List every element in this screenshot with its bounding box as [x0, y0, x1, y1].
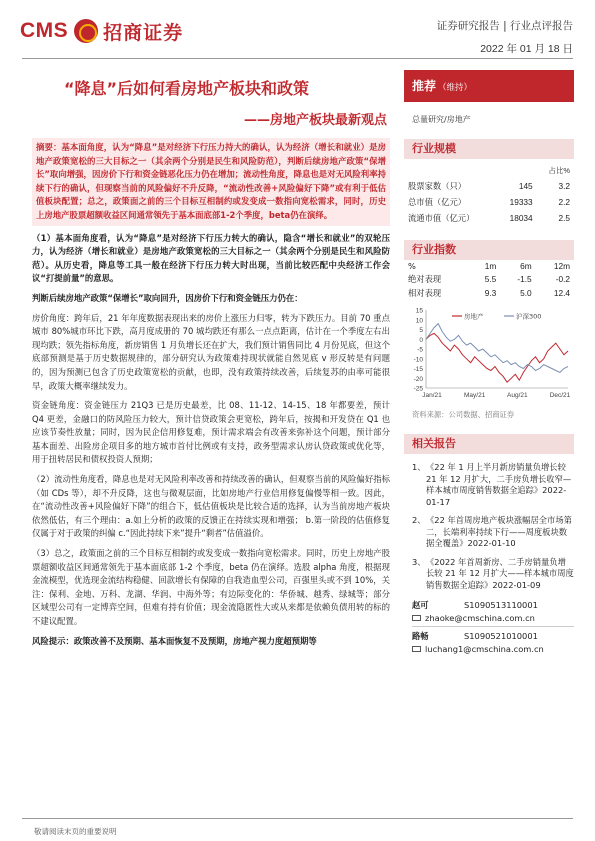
paragraph-5: （2）流动性角度看，降息也是对无风险利率改善和持续改善的确认，但观察当前的风险偏好指标（如 CDs 等），却不升反降，这也与微观层面，比如房地产行业信用修复偏慢等相一致。因此，在“流动性改善+风险偏好下降”的组合下，低估值板块是比较合适的选择，认为当前房地产板块依然低估，有三个理由：a.如上分析的政策的反馈正在持续实现和增强； b.第一阶段的估值修复仅属于对于政策的纠偏 c.“因此持续下来”提升“剩者”估值溢价。 [32, 474, 390, 539]
industry-scale-table [404, 159, 574, 226]
related-report-number: 1、 [412, 462, 426, 472]
scale-pct: 2.2 [558, 197, 570, 207]
table-row [404, 272, 574, 286]
scale-col-header: 占比% [548, 166, 570, 175]
perf-label: 绝对表现 [408, 274, 442, 284]
rating-tag [404, 70, 574, 102]
scale-label: 流通市值（亿元） [408, 213, 475, 223]
related-reports-section [404, 434, 574, 591]
perf-value: 5.5 [484, 274, 497, 284]
y-tick-label: -20 [413, 375, 423, 383]
scale-value: 145 [518, 181, 533, 191]
author-name: 赵可 [412, 599, 429, 610]
rating-label: 推荐 [412, 79, 437, 93]
perf-value: -0.2 [555, 274, 570, 284]
author-email[interactable]: luchang1@cmschina.com.cn [425, 643, 544, 654]
related-report-text: 《22 年 1 月上半月新房销量负增长较 21 年 12 月扩大，二手房负增长收窄—样本城市周度销售数据全追踪》2022-01-17 [426, 462, 572, 507]
coverage-line: 总量研究/房地产 [412, 115, 471, 124]
scale-label: 股票家数（只） [408, 181, 467, 191]
risk-warning: 风险提示：政策改善不及预期、基本面恢复不及预期，房地产视力度超预期等 [32, 635, 317, 646]
related-report-number: 2、 [412, 515, 426, 525]
related-report-number: 3、 [412, 556, 426, 567]
table-row [404, 210, 574, 226]
author-name: 路畅 [412, 630, 429, 641]
col-header: 6m [520, 261, 532, 271]
cms-logo [20, 14, 183, 48]
y-tick-label: -5 [417, 346, 423, 354]
page-header [0, 0, 595, 62]
x-tick-label: Dec/21 [549, 392, 571, 399]
x-tick-label: Aug/21 [507, 392, 528, 399]
industry-index-section [404, 240, 574, 420]
paragraph-3: 房价角度：跨年后，21 年年度数据表现出来的房价上涨压力归零，转为下跌压力。目前 70 重点城市 80%城市环比下跌，高月度成册的 70 城均跌还有那么一点点距离，估计在一个季度左右出现均跌；领先指标角度，新房销售 1 月负增长还在扩大，我们预计销售同比 4 月份见底，但这个底部预测是基于历史数据规律的，部分研究认为政策难持现状就能自然见底 v 形反转是有问题的，因为预测已包含了历史政策宽松的贡献，也即，没有政策持续改善，后续复苏的由率可能很早，政策大概率继续发力。 [32, 312, 390, 391]
scale-value: 19333 [509, 197, 533, 207]
abstract-box: 摘要：基本面角度，认为“降息”是对经济下行压力持大的确认，认为经济（增长和就业）是房地产政策宽松的三大目标之一（其余两个分别是民生和风险防范），判断后续房地产政策“保增长”取向增强，因房价下行和资金链恶化压力仍在增加；流动性角度，降息也是对无风险利率持续下行的确认，但现察当前的风险偏好不升反降，“流动性改善+风险偏好下降”或有利于低估值板块配置；总之，政策面之前的三个目标互相制约或发变成一数指向宽松需求，同时，历史上房地产股票超额收益区间通常领先于基本面底部1-2个季度，beta仍在演绎。 [32, 138, 390, 226]
scale-pct: 2.5 [558, 213, 570, 223]
perf-label: 相对表现 [408, 288, 442, 298]
main-content [32, 138, 390, 648]
y-tick-label: 5 [419, 327, 423, 334]
chart-source: 资料来源：公司数据、招商证券 [412, 410, 515, 419]
perf-value: 12.4 [553, 288, 570, 298]
footer-divider [22, 818, 573, 819]
related-report-text: 《22 年首周房地产板块涨幅居全市场第二，长端利率持续下行——周度板块数据全覆盖》2022-01-10 [426, 515, 572, 548]
author-id: S1090521010001 [464, 630, 538, 641]
y-tick-label: -15 [413, 366, 423, 373]
logo-badge-icon [74, 19, 98, 43]
report-subtitle: ——房地产板块最新观点 [243, 113, 387, 128]
y-tick-label: 0 [419, 336, 423, 344]
perf-value: 5.0 [520, 288, 532, 298]
y-tick-label: 15 [415, 307, 423, 315]
authors-block [412, 598, 574, 655]
title-block [22, 70, 393, 136]
index-line-chart [404, 304, 574, 404]
industry-scale-title: 行业规模 [404, 139, 574, 159]
y-tick-label: -25 [413, 385, 423, 393]
industry-index-title: 行业指数 [404, 240, 574, 260]
index-chart [404, 304, 574, 408]
perf-value: 9.3 [484, 288, 497, 298]
col-header: 1m [484, 261, 497, 271]
report-title: “降息”后如何看房地产板块和政策 [64, 79, 310, 98]
related-reports-title: 相关报告 [404, 434, 574, 454]
series-line-real-estate [426, 333, 568, 382]
y-tick-label: 10 [415, 317, 423, 325]
industry-index-table [404, 260, 574, 300]
paragraph-4: 资金链角度：资金链压力 21Q3 已是历史最差，比 08、11-12、14-15、18 年都要差，预计 Q4 更差，金融口的防风险压力较大，预计信贷政策会更宽松，跨年后，按揭和开发贷在 Q1 也应该节奏性放量；同时，因为民企信用修复难，预计需求端会有改善来弥补这个问题，预计部分基本面差、出险房企项目多的地方城市首付比例或有支持，政务型需求认房认贷政策或优化等，用于扭转居民和债权投资人预期； [32, 400, 390, 465]
table-row [404, 178, 574, 194]
scale-value: 18034 [509, 213, 533, 223]
scale-pct: 3.2 [558, 181, 570, 191]
related-report-item[interactable] [412, 557, 574, 592]
perf-value: -1.5 [517, 274, 532, 284]
mail-icon [412, 646, 421, 652]
legend-label: 房地产 [464, 312, 484, 321]
table-header-row [404, 260, 574, 272]
logo-chinese: 招商证券 [103, 21, 184, 44]
x-tick-label: May/21 [464, 392, 486, 399]
paragraph-2: 判断后续房地产政策“保增长”取向回升，因房价下行和资金链压力仍在： [32, 292, 303, 303]
table-row [404, 286, 574, 300]
legend-label: 沪深300 [516, 312, 542, 321]
report-category: 证券研究报告 | 行业点评报告 [436, 20, 573, 32]
related-report-item[interactable] [412, 515, 574, 550]
report-date: 2022 年 01 月 18 日 [480, 43, 573, 55]
paragraph-1: （1）基本面角度看，认为“降息”是对经济下行压力转大的确认，隐含“增长和就业”的双轮压力，认为经济（增长和就业）是房地产政策宽松的三大目标之一（其余两个分别是民生和风险防范）。从历史看，降息等工具一般在经济下行压力转大时出现，当前比较匹配中央经济工作会议“打提前量”的意思。 [32, 232, 390, 284]
scale-label: 总市值（亿元） [408, 197, 467, 207]
author-id: S1090513110001 [464, 599, 538, 610]
author-divider [412, 626, 574, 627]
related-report-text: 《2022 年首周新房、二手房销量负增长较 21 年 12 月扩大——样本城市周度销售数据全追踪》2022-01-09 [426, 556, 574, 590]
rating-note: （维持） [438, 83, 473, 93]
y-tick-label: -10 [413, 356, 423, 364]
x-tick-label: Jan/21 [422, 392, 442, 399]
related-report-item[interactable] [412, 462, 574, 508]
industry-scale-section [404, 139, 574, 226]
table-row [404, 194, 574, 210]
author-email[interactable]: zhaoke@cmschina.com.cn [425, 612, 535, 623]
mail-icon [412, 615, 421, 621]
header-divider [22, 58, 573, 59]
paragraph-6: （3）总之，政策面之前的三个目标互相制约或发变成一数指向宽松需求。同时，历史上房地产股票超额收益区间通常领先于基本面底部 1-2 个季度，beta 仍在演绎。选股 alpha 角度，根据现金流模型，优选现金流结构稳健、回款增长有保障的自我造血型公司，百强里头或不到 10%，关注：保利、金地、万科、龙湖、华润、中海外等；有边际变化的：华侨城、越秀、绿城等；部分区域型公司有一定博弈空间，但难有持有价值；现金流隐匿性大或从来都是依赖负债用转的标的不建议配置。 [32, 548, 390, 626]
sidebar [404, 70, 574, 655]
logo-latin: CMS [20, 19, 69, 42]
footer-note: 敬请阅读末页的重要说明 [34, 827, 117, 836]
col-header: % [408, 261, 416, 271]
col-header: 12m [553, 261, 570, 271]
